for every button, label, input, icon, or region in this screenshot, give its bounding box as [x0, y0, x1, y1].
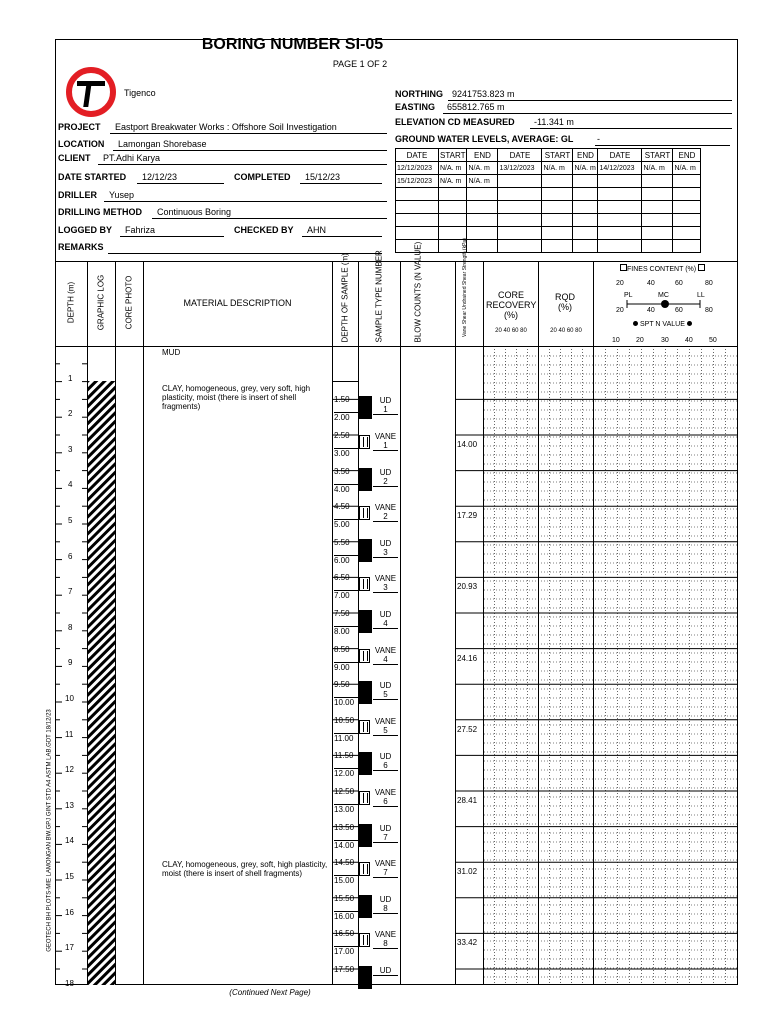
sample-label	[373, 681, 398, 700]
gw-cell: 13/12/2023	[498, 162, 542, 175]
sample-number: 6	[383, 797, 388, 806]
col-depth: DEPTH (m)	[66, 281, 76, 324]
sample-bottom-depth: 5.00	[334, 519, 358, 529]
sample-label	[373, 432, 398, 451]
sample-number: 2	[383, 476, 388, 486]
pl-mc-ll-symbol	[620, 298, 710, 310]
sample-top-depth: 1.50	[334, 395, 350, 405]
vane-icon	[359, 435, 370, 449]
page-title: BORING NUMBER SI-05	[201, 36, 384, 53]
sample-number: 2	[383, 512, 388, 522]
gw-cell: N/A. m	[642, 162, 673, 175]
fines-tick: 20	[616, 280, 624, 287]
vane-icon	[359, 720, 370, 734]
vane-icon	[359, 649, 370, 663]
sample-type: UD	[379, 610, 392, 619]
sample-top-depth: 12.50	[334, 787, 355, 796]
sample-vane	[358, 717, 400, 741]
sample-type: VANE	[374, 859, 397, 869]
gw-cell: N/A. m	[673, 162, 701, 175]
sample-bottom-depth: 3.00	[334, 448, 358, 458]
sample-label	[373, 539, 398, 558]
checked-by-value: AHN	[302, 225, 382, 237]
sample-number: 3	[383, 583, 388, 593]
vane-icon	[359, 577, 370, 591]
logo-text: Tigenco	[124, 88, 156, 98]
sample-label	[373, 752, 398, 771]
sample-label	[373, 610, 398, 629]
gw-cell: N/A. m	[467, 162, 498, 175]
sample-ud	[358, 752, 400, 776]
gw-header-cell: DATE	[498, 149, 542, 162]
sample-type: UD	[379, 752, 392, 762]
mc-label: MC	[658, 292, 669, 299]
col-graphic-log: GRAPHIC LOG	[96, 274, 106, 331]
northing-value: 9241753.823 m	[448, 89, 732, 101]
sample-type: UD	[379, 823, 392, 833]
location-value: Lamongan Shorebase	[113, 139, 387, 151]
sample-bottom-depth: 8.00	[334, 626, 358, 636]
sample-bottom-depth: 7.00	[334, 590, 358, 600]
sample-ud	[358, 610, 400, 634]
depth-label: 11	[65, 729, 74, 739]
vane-icon	[359, 862, 370, 876]
pl-tick: 20	[616, 307, 624, 314]
sample-vane	[358, 930, 400, 954]
sample-label	[373, 788, 398, 807]
sample-bottom-depth: 10.00	[334, 697, 358, 707]
sample-vane	[358, 646, 400, 670]
sample-type: VANE	[374, 574, 397, 584]
gw-header-cell: END	[673, 149, 701, 162]
description-clay-soft: CLAY, homogeneous, grey, soft, high plasticity, moist (there is insert of shell fragments)	[162, 860, 328, 878]
sample-top-depth: 6.50	[334, 573, 350, 583]
col-core-recovery: CORE RECOVERY (%)	[486, 290, 537, 320]
dot-icon	[687, 321, 692, 326]
depth-label: 5	[68, 516, 73, 525]
easting-value: 655812.765 m	[443, 102, 732, 114]
sample-top-depth: 11.50	[334, 751, 354, 761]
sample-number: 4	[383, 654, 388, 664]
gw-cell: N/A. m	[542, 162, 573, 175]
sample-top-depth: 15.50	[334, 893, 355, 903]
sample-label	[373, 895, 398, 914]
sample-number: 3	[383, 547, 388, 557]
sample-ud	[358, 396, 400, 420]
sample-bottom-depth: 6.00	[334, 555, 358, 565]
sample-bottom-depth: 17.00	[334, 946, 358, 956]
description-mud: MUD	[162, 348, 181, 357]
project-value: Eastport Breakwater Works : Offshore Soil Investigation	[110, 122, 387, 134]
project-label: PROJECT	[58, 122, 101, 132]
gw-header-cell: START	[542, 149, 573, 162]
col-depth-of-sample: DEPTH OF SAMPLE (m)	[340, 253, 350, 343]
sample-number: 4	[383, 619, 388, 628]
sample-bottom-depth: 15.00	[334, 875, 358, 885]
rqd-scale: 20 40 60 80	[550, 328, 582, 334]
sample-number: 6	[383, 761, 388, 771]
sample-bottom-depth: 2.00	[334, 412, 358, 422]
location-label: LOCATION	[58, 139, 105, 149]
col-material: MATERIAL DESCRIPTION	[183, 298, 292, 308]
description-clay-very-soft: CLAY, homogeneous, grey, very soft, high plasticity, moist (there is insert of shell fragments)	[162, 384, 311, 411]
gw-cell: 14/12/2023	[598, 162, 642, 175]
gw-header-cell: END	[573, 149, 598, 162]
pl-tick: 60	[675, 307, 683, 314]
sample-ud	[358, 468, 400, 492]
vane-shear-value: 27.52	[457, 724, 478, 734]
vane-shear-value: 33.42	[457, 938, 478, 948]
sample-type: VANE	[374, 716, 397, 726]
sample-label	[373, 574, 398, 593]
depth-label: 9	[68, 658, 73, 668]
ud-sample-block	[358, 966, 372, 989]
depth-label: 10	[65, 694, 74, 703]
vane-shear-value: 24.16	[457, 653, 478, 663]
gw-cell: 12/12/2023	[396, 162, 439, 175]
gw-cell: N/A. m	[439, 162, 467, 175]
spt-tick: 20	[636, 337, 644, 344]
sample-number: 8	[383, 939, 388, 949]
client-label: CLIENT	[58, 153, 91, 163]
sample-top-depth: 13.50	[334, 822, 355, 832]
sample-ud	[358, 966, 400, 990]
ud-sample-block	[358, 752, 372, 775]
sample-ud	[358, 824, 400, 848]
depth-label: 13	[65, 800, 74, 810]
col-sample-type: SAMPLE TYPE NUMBER	[374, 250, 384, 343]
sample-bottom-depth: 11.00	[334, 733, 358, 743]
continued-note: (Continued Next Page)	[229, 988, 311, 997]
sample-number: 8	[383, 903, 388, 913]
vane-icon	[359, 506, 370, 520]
completed-value: 15/12/23	[300, 172, 382, 184]
fines-header	[620, 264, 705, 273]
depth-label: 6	[68, 551, 73, 561]
spt-header	[633, 321, 692, 328]
gw-cell: N/A. m	[439, 175, 467, 188]
sample-number: 5	[383, 725, 388, 735]
completed-label: COMPLETED	[234, 172, 291, 182]
sample-number: 1	[383, 405, 388, 415]
depth-label: 2	[68, 409, 73, 419]
sample-top-depth: 14.50	[334, 858, 355, 868]
sample-type: VANE	[374, 432, 397, 441]
logged-by-label: LOGGED BY	[58, 225, 113, 235]
gw-label: GROUND WATER LEVELS, AVERAGE: GL	[395, 134, 574, 144]
sample-label	[373, 930, 398, 949]
elevation-label: ELEVATION CD MEASURED	[395, 117, 515, 127]
col-rqd: RQD (%)	[555, 292, 575, 312]
col-blow-counts: BLOW COUNTS (N VALUE)	[413, 241, 423, 343]
sample-top-depth: 17.50	[334, 965, 355, 974]
sample-type: VANE	[374, 930, 397, 940]
ud-sample-block	[358, 539, 372, 562]
sample-number: 7	[383, 868, 388, 878]
gw-header-cell: END	[467, 149, 498, 162]
ud-sample-block	[358, 396, 372, 419]
pl-label: PL	[624, 292, 633, 299]
vane-shear-value: 14.00	[457, 440, 478, 449]
fines-label: FINES CONTENT (%)	[627, 266, 697, 273]
ud-sample-block	[358, 824, 372, 847]
vane-shear-value: 28.41	[457, 796, 478, 805]
elevation-value: -11.341 m	[530, 117, 732, 129]
sample-vane	[358, 859, 400, 883]
vane-shear-value: 17.29	[457, 511, 478, 521]
sample-label	[373, 966, 398, 976]
vane-shear-value: 31.02	[457, 867, 478, 877]
sample-top-depth: 5.50	[334, 537, 350, 547]
gw-cell: N/A. m	[467, 175, 498, 188]
sample-bottom-depth: 9.00	[334, 662, 358, 672]
depth-label: 4	[68, 480, 73, 490]
sample-type: VANE	[374, 788, 397, 797]
dot-icon	[633, 321, 638, 326]
sample-bottom-depth: 13.00	[334, 804, 358, 814]
sample-number: 1	[383, 441, 388, 450]
square-icon	[698, 264, 705, 271]
sample-label	[373, 503, 398, 522]
sample-top-depth: 2.50	[334, 431, 350, 440]
square-icon	[620, 264, 627, 271]
ud-sample-block	[358, 468, 372, 491]
sample-top-depth: 7.50	[334, 609, 350, 618]
sample-top-depth: 10.50	[334, 715, 355, 725]
sample-top-depth: 3.50	[334, 466, 350, 476]
date-started-label: DATE STARTED	[58, 172, 127, 182]
sample-type: UD	[379, 467, 392, 477]
sample-ud	[358, 895, 400, 919]
sample-number: 5	[383, 690, 388, 700]
sample-label	[373, 717, 398, 736]
pl-tick: 80	[705, 307, 713, 314]
sample-label	[373, 396, 398, 415]
fines-tick: 80	[705, 280, 713, 287]
gw-cell: N/A. m	[573, 162, 598, 175]
sample-type: VANE	[374, 503, 397, 513]
col-vane-shear: Vane Shear Undrained Shear Strength (kPa)	[462, 238, 468, 337]
spt-tick: 10	[612, 337, 620, 344]
gw-cell: 15/12/2023	[396, 175, 439, 188]
depth-label: 18	[65, 978, 74, 988]
sample-top-depth: 8.50	[334, 644, 350, 654]
sample-type: UD	[379, 396, 392, 406]
remarks-label: REMARKS	[58, 242, 104, 252]
easting-label: EASTING	[395, 102, 436, 112]
fines-tick: 60	[675, 280, 683, 287]
sample-vane	[358, 574, 400, 598]
sample-label	[373, 646, 398, 665]
sample-bottom-depth: 4.00	[334, 484, 358, 494]
col-core-photo: CORE PHOTO	[124, 275, 134, 330]
ud-sample-block	[358, 681, 372, 704]
sample-label	[373, 859, 398, 878]
depth-label: 7	[68, 587, 73, 597]
vane-shear-value: 20.93	[457, 582, 478, 592]
sample-vane	[358, 503, 400, 527]
ud-sample-block	[358, 895, 372, 918]
spt-tick: 30	[661, 337, 669, 344]
depth-label: 17	[65, 943, 74, 953]
gw-header-cell: START	[642, 149, 673, 162]
graphic-log-hatch	[88, 381, 115, 985]
sample-top-depth: 9.50	[334, 680, 350, 690]
sample-type: UD	[379, 538, 392, 548]
sample-ud	[358, 539, 400, 563]
vane-icon	[359, 933, 370, 947]
sample-bottom-depth: 16.00	[334, 911, 358, 921]
gw-value: -	[595, 134, 730, 146]
sample-type: UD	[379, 681, 392, 691]
client-value: PT.Adhi Karya	[98, 153, 387, 165]
gw-header-cell: DATE	[396, 149, 439, 162]
spt-label: SPT N VALUE	[640, 321, 685, 328]
pl-tick: 40	[647, 307, 655, 314]
spt-tick: 50	[709, 337, 717, 344]
page-info: PAGE 1 OF 2	[332, 59, 388, 69]
sample-label	[373, 468, 398, 487]
drilling-method-label: DRILLING METHOD	[58, 207, 142, 217]
vane-icon	[359, 791, 370, 805]
driller-label: DRILLER	[58, 190, 97, 200]
driller-value: Yusep	[104, 190, 387, 202]
sample-bottom-depth: 14.00	[334, 840, 358, 850]
side-file-info: GEOTECH BH PLOTS-MIE LAMONGAN BW.GPJ GINT STD A4 ASTM LAB.GDT 18/12/23	[46, 709, 53, 952]
depth-label: 15	[65, 872, 74, 881]
gw-header-cell: DATE	[598, 149, 642, 162]
sample-type: UD	[379, 966, 392, 975]
spt-tick: 40	[685, 337, 693, 344]
depth-label: 12	[65, 765, 74, 775]
date-started-value: 12/12/23	[137, 172, 224, 184]
gw-header-cell: START	[440, 150, 466, 160]
depth-label: 3	[68, 444, 73, 454]
sample-number: 7	[383, 832, 388, 842]
sample-type: VANE	[374, 645, 397, 655]
ll-label: LL	[697, 292, 705, 299]
sample-vane	[358, 432, 400, 456]
checked-by-label: CHECKED BY	[234, 225, 294, 235]
fines-tick: 40	[647, 280, 655, 287]
core-scale: 20 40 60 80	[495, 328, 527, 334]
sample-bottom-depth: 12.00	[334, 768, 358, 778]
logged-by-value: Fahriza	[120, 225, 224, 237]
depth-label: 8	[68, 622, 73, 632]
sample-top-depth: 4.50	[334, 502, 350, 512]
sample-ud	[358, 681, 400, 705]
depth-label: 16	[65, 907, 74, 917]
ud-sample-block	[358, 610, 372, 633]
northing-label: NORTHING	[395, 89, 443, 99]
depth-label: 14	[65, 836, 74, 846]
sample-type: UD	[379, 894, 392, 904]
sample-label	[373, 824, 398, 843]
drilling-method-value: Continuous Boring	[152, 207, 387, 219]
sample-top-depth: 16.50	[334, 929, 355, 939]
sample-vane	[358, 788, 400, 812]
depth-label: 1	[68, 373, 73, 383]
